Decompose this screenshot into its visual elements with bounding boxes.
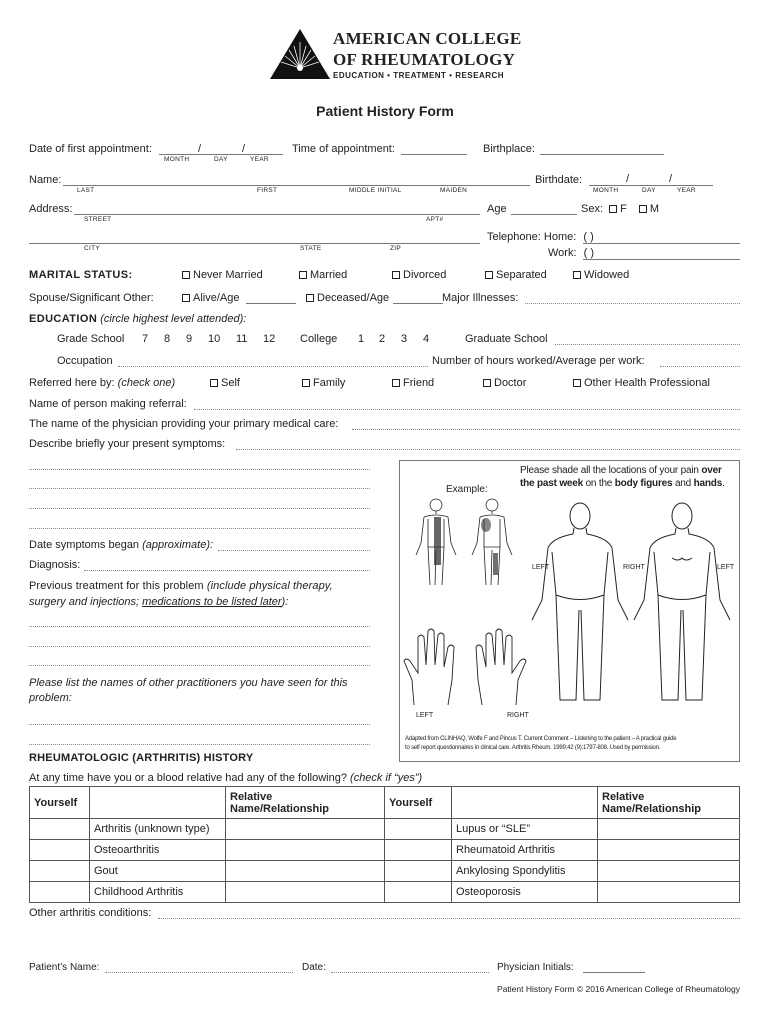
table-header-row (30, 787, 740, 819)
date-slash: / (626, 173, 630, 185)
grade-11[interactable]: 11 (236, 333, 248, 345)
condition-cell: Ankylosing Spondylitis (452, 861, 598, 882)
education-note: (circle highest level attended): (100, 313, 247, 325)
spouse-label: Spouse/Significant Other: (29, 292, 154, 304)
referred-note: (check one) (117, 377, 176, 389)
birthdate-field[interactable] (589, 185, 713, 186)
checkbox[interactable] (392, 271, 400, 279)
yourself-cell[interactable] (30, 882, 90, 903)
referral-name-field[interactable] (194, 409, 740, 410)
graduate-school-label: Graduate School (465, 333, 548, 345)
relative-cell[interactable] (598, 840, 740, 861)
history-question (29, 772, 422, 784)
major-illnesses-field[interactable] (525, 303, 740, 304)
yourself-cell[interactable] (385, 819, 452, 840)
date-label: Date: (302, 962, 326, 973)
age-field[interactable] (511, 214, 577, 215)
option-label: Self (221, 377, 240, 389)
col-relative-1b: Relative (602, 790, 645, 803)
symptoms-began-label (29, 539, 213, 551)
checkbox[interactable] (573, 271, 581, 279)
address-street: STREET (84, 216, 112, 223)
pain-instr-d: on the (582, 478, 615, 489)
college-4[interactable]: 4 (423, 333, 430, 345)
col-condition-left (90, 787, 226, 819)
referral-name-label: Name of person making referral: (29, 398, 187, 410)
relative-cell[interactable] (598, 861, 740, 882)
option-label: Deceased/Age (317, 292, 390, 304)
education-title: EDUCATION (29, 313, 98, 325)
symptoms-line[interactable] (29, 469, 370, 470)
referred-doctor[interactable] (483, 377, 526, 389)
pain-instr-c: the past week (520, 478, 583, 489)
treatment-line[interactable] (29, 665, 370, 666)
figure-left-label-2: LEFT (717, 564, 735, 571)
relative-cell[interactable] (226, 840, 385, 861)
example-body-figures (404, 495, 524, 590)
address-street-field[interactable] (74, 214, 480, 215)
telephone-home-label (487, 231, 594, 243)
hours-worked-field[interactable] (660, 366, 740, 367)
grade-8[interactable]: 8 (164, 333, 171, 345)
practitioners-label-2: problem: (29, 692, 72, 704)
symptoms-line[interactable] (29, 528, 370, 529)
grade-10[interactable]: 10 (208, 333, 221, 345)
option-label: Never Married (193, 269, 263, 281)
grade-7[interactable]: 7 (142, 333, 149, 345)
age-label: Age (487, 203, 507, 215)
symptoms-began-note: (approximate): (142, 539, 214, 551)
yourself-cell[interactable] (30, 861, 90, 882)
address-state: STATE (300, 245, 322, 252)
prev-treatment-end: ): (281, 596, 289, 608)
birthplace-label: Birthplace: (483, 143, 535, 155)
telephone-home-text: Telephone: Home: (487, 231, 577, 243)
relative-cell[interactable] (598, 882, 740, 903)
practitioners-line[interactable] (29, 724, 370, 725)
other-conditions-label: Other arthritis conditions: (29, 907, 152, 919)
first-appt-day: DAY (214, 156, 228, 163)
symptoms-field[interactable] (236, 449, 740, 450)
yourself-cell[interactable] (30, 840, 90, 861)
marital-separated[interactable] (485, 269, 547, 281)
checkbox[interactable] (485, 271, 493, 279)
prev-treatment-note-2: surgery and injections; (29, 596, 143, 608)
grade-9[interactable]: 9 (186, 333, 193, 345)
condition-cell: Rheumatoid Arthritis (452, 840, 598, 861)
marital-widowed[interactable] (573, 269, 629, 281)
other-conditions-field[interactable] (158, 918, 740, 919)
option-label: Married (310, 269, 348, 281)
address-zip: ZIP (390, 245, 402, 252)
sex-female: F (620, 203, 627, 215)
symptoms-began-field[interactable] (218, 550, 370, 551)
acr-logo-triangle (269, 28, 331, 80)
relative-cell[interactable] (598, 819, 740, 840)
marital-married[interactable] (299, 269, 347, 281)
education-label (29, 313, 246, 325)
name-first: FIRST (257, 187, 278, 194)
hours-worked-label: Number of hours worked/Average per work: (432, 355, 645, 367)
referred-family[interactable] (302, 377, 345, 389)
major-illnesses-label: Major Illnesses: (442, 292, 519, 304)
address-city-field[interactable] (29, 243, 480, 244)
spouse-alive[interactable] (182, 292, 239, 304)
date-field[interactable] (331, 972, 489, 973)
spouse-alive-age-field[interactable] (246, 303, 296, 304)
example-label: Example: (446, 484, 488, 495)
checkbox[interactable] (182, 271, 190, 279)
referred-text: Referred here by: (29, 377, 115, 389)
yourself-cell[interactable] (385, 861, 452, 882)
condition-cell: Arthritis (unknown type) (90, 819, 226, 840)
sex-female-checkbox[interactable] (609, 205, 617, 213)
pain-instr-h: . (722, 478, 725, 489)
referred-friend[interactable] (392, 377, 434, 389)
page-title: Patient History Form (316, 103, 454, 119)
table-row (30, 840, 740, 861)
table-row (30, 882, 740, 903)
grade-school-label: Grade School (57, 333, 125, 345)
symptoms-began-text: Date symptoms began (29, 539, 140, 551)
condition-cell: Osteoporosis (452, 882, 598, 903)
referred-other-health[interactable] (573, 377, 710, 389)
figure-left-label: LEFT (532, 564, 550, 571)
condition-cell: Lupus or “SLE” (452, 819, 598, 840)
referred-self[interactable] (210, 377, 240, 389)
first-appt-year: YEAR (250, 156, 269, 163)
address-city: CITY (84, 245, 101, 252)
previous-treatment-label (29, 580, 333, 592)
college-label: College (300, 333, 338, 345)
occupation-field[interactable] (118, 366, 428, 367)
address-label: Address: (29, 203, 73, 215)
option-label: Other Health Professional (584, 377, 710, 389)
patient-name-field[interactable] (105, 972, 293, 973)
practitioners-line[interactable] (29, 744, 370, 745)
first-appt-month: MONTH (164, 156, 190, 163)
option-label: Friend (403, 377, 435, 389)
pain-instr-a: Please shade all the locations of your pain (520, 465, 702, 476)
checkbox[interactable] (573, 379, 581, 387)
col-yourself-2: Yourself (385, 787, 452, 819)
checkbox[interactable] (210, 379, 218, 387)
name-field[interactable] (63, 185, 530, 186)
prev-treatment-text: Previous treatment for this problem (29, 580, 207, 592)
col-condition-right (452, 787, 598, 819)
hand-figures (402, 625, 528, 710)
checkbox[interactable] (392, 379, 400, 387)
birthplace-field[interactable] (540, 154, 664, 155)
condition-cell: Childhood Arthritis (90, 882, 226, 903)
condition-cell: Gout (90, 861, 226, 882)
date-slash: / (198, 143, 202, 155)
history-question-text: At any time have you or a blood relative had any of the following? (29, 772, 351, 784)
symptoms-line[interactable] (29, 488, 370, 489)
date-slash: / (669, 173, 673, 185)
checkbox[interactable] (182, 294, 190, 302)
occupation-label: Occupation (57, 355, 113, 367)
checkbox[interactable] (483, 379, 491, 387)
logo-name-line2: OF RHEUMATOLOGY (333, 50, 516, 69)
checkbox[interactable] (299, 271, 307, 279)
spouse-deceased[interactable] (306, 292, 389, 304)
telephone-work-field[interactable] (583, 259, 740, 260)
arthritis-history-table (29, 786, 740, 903)
first-appointment-field[interactable] (159, 154, 283, 155)
table-row (30, 819, 740, 840)
checkbox[interactable] (302, 379, 310, 387)
checkbox[interactable] (306, 294, 314, 302)
marital-never-married[interactable] (182, 269, 263, 281)
figure-right-label: RIGHT (623, 564, 645, 571)
symptoms-line[interactable] (29, 508, 370, 509)
patient-name-label: Patient’s Name: (29, 962, 100, 973)
college-2[interactable]: 2 (379, 333, 386, 345)
symptoms-label: Describe briefly your present symptoms: (29, 438, 226, 450)
history-question-note: (check if “yes”) (350, 772, 423, 784)
col-relative-2 (598, 787, 740, 819)
col-relative-2b: Name/Relationship (602, 802, 702, 815)
treatment-line[interactable] (29, 626, 370, 627)
body-figures-back-front (530, 500, 735, 710)
primary-physician-field[interactable] (352, 429, 740, 430)
col-relative-2: Name/Relationship (230, 802, 330, 815)
pain-instruction (520, 464, 732, 490)
col-yourself: Yourself (30, 787, 90, 819)
telephone-home-paren: ( ) (583, 231, 594, 243)
pain-instr-g: hands (693, 478, 723, 489)
prev-treatment-note: (include physical therapy, (206, 580, 333, 592)
option-label: Separated (496, 269, 547, 281)
pain-citation-1: Adapted from CLINHAQ, Wolfe F and Pincus T. Current Comment – Listening to the patient – A practical guide (405, 736, 677, 742)
birthdate-month: MONTH (593, 187, 619, 194)
marital-status-label: MARITAL STATUS: (29, 269, 133, 281)
name-middle: MIDDLE INITIAL (349, 187, 402, 194)
condition-cell: Osteoarthritis (90, 840, 226, 861)
logo-name-line1: AMERICAN COLLEGE (333, 29, 522, 48)
date-slash: / (242, 143, 246, 155)
sex-male-checkbox[interactable] (639, 205, 647, 213)
primary-physician-label: The name of the physician providing your primary medical care: (29, 418, 339, 430)
diagnosis-label: Diagnosis: (29, 559, 81, 571)
history-title: RHEUMATOLOGIC (ARTHRITIS) HISTORY (29, 752, 254, 764)
name-maiden: MAIDEN (440, 187, 468, 194)
physician-initials-label: Physician Initials: (497, 962, 574, 973)
option-label: Alive/Age (193, 292, 240, 304)
telephone-work-label (548, 247, 594, 259)
first-appointment-label: Date of first appointment: (29, 143, 152, 155)
referred-label (29, 377, 175, 389)
yourself-cell[interactable] (385, 882, 452, 903)
previous-treatment-label-2 (29, 596, 288, 608)
treatment-line[interactable] (29, 646, 370, 647)
pain-instr-f: and (672, 478, 694, 489)
address-apt: APT# (426, 216, 444, 223)
sex-text: Sex: (581, 203, 604, 215)
college-1[interactable]: 1 (358, 333, 365, 345)
yourself-cell[interactable] (30, 819, 90, 840)
sex-label (581, 203, 659, 215)
practitioners-label: Please list the names of other practitioners you have seen for this (29, 677, 348, 689)
hand-right-label: RIGHT (507, 712, 529, 719)
relative-cell[interactable] (226, 861, 385, 882)
pain-citation-2: to self report questionnaires in clinical care. Arthritis Rheum. 1999;42 (9):1797-808. Used by permission. (405, 745, 661, 751)
relative-cell[interactable] (226, 819, 385, 840)
pain-instr-b: over (701, 465, 722, 476)
telephone-work-paren: ( ) (583, 247, 594, 259)
relative-cell[interactable] (226, 882, 385, 903)
copyright: Patient History Form © 2016 American College of Rheumatology (497, 984, 740, 994)
graduate-school-field[interactable] (555, 344, 740, 345)
marital-divorced[interactable] (392, 269, 446, 281)
col-relative-1: Relative (230, 790, 273, 803)
time-appointment-label: Time of appointment: (292, 143, 395, 155)
telephone-work-text: Work: (548, 247, 577, 259)
birthdate-year: YEAR (677, 187, 696, 194)
pain-instr-e: body figures (614, 478, 673, 489)
table-row (30, 861, 740, 882)
college-3[interactable]: 3 (401, 333, 408, 345)
name-label: Name: (29, 174, 62, 186)
diagnosis-field[interactable] (84, 570, 370, 571)
physician-initials-field[interactable] (583, 972, 645, 973)
option-label: Family (313, 377, 346, 389)
birthdate-day: DAY (642, 187, 656, 194)
time-appointment-field[interactable] (401, 154, 467, 155)
option-label: Doctor (494, 377, 527, 389)
option-label: Divorced (403, 269, 447, 281)
option-label: Widowed (584, 269, 630, 281)
yourself-cell[interactable] (385, 840, 452, 861)
spouse-deceased-age-field[interactable] (393, 303, 443, 304)
hand-left-label: LEFT (416, 712, 434, 719)
col-relative (226, 787, 385, 819)
telephone-home-field[interactable] (583, 243, 740, 244)
sex-male: M (649, 203, 660, 215)
logo-tagline: EDUCATION • TREATMENT • RESEARCH (333, 71, 505, 80)
prev-treatment-meds: medications to be listed later (142, 596, 282, 608)
grade-12[interactable]: 12 (263, 333, 276, 345)
birthdate-label: Birthdate: (535, 174, 583, 186)
name-last: LAST (77, 187, 95, 194)
